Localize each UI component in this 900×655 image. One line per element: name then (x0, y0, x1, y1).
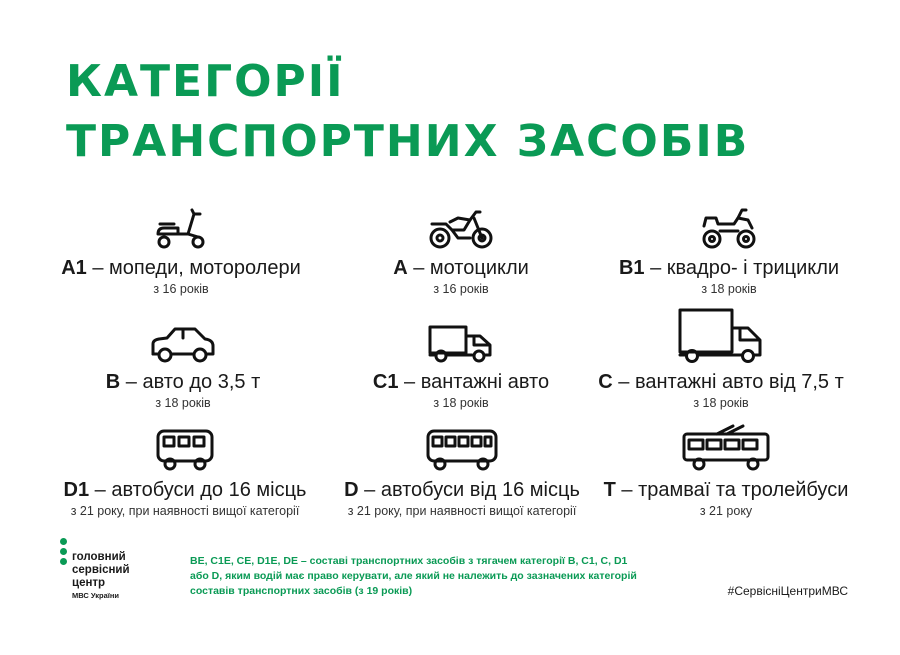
category-t (576, 420, 876, 519)
age-requirement: з 16 років (433, 282, 489, 296)
logo-line-2: сервісний (72, 564, 130, 576)
footnote-line-1: ВЕ, С1Е, СЕ, D1E, DE – составі транспортних засобів з тягачем категорії B, C1, C, D1 (190, 555, 628, 567)
age-requirement: з 21 року, при наявності вищої категорії (347, 504, 577, 518)
category-code: C (598, 371, 613, 393)
age-requirement: з 21 року (699, 504, 753, 518)
category-code: C1 (372, 371, 399, 393)
quad-bike-icon (579, 198, 879, 250)
large-truck-icon (571, 302, 871, 364)
category-description: – вантажні авто (398, 371, 550, 393)
age-requirement: з 18 років (155, 396, 211, 410)
category-description: – квадро- і трицикли (644, 257, 840, 279)
bus-icon (312, 420, 612, 472)
logo-line-1: головний (72, 551, 126, 563)
category-description: – автобуси від 16 місць (358, 479, 580, 501)
category-description: – трамваї та тролейбуси (615, 479, 849, 501)
title-line-2: ТРАНСПОРТНИХ ЗАСОБІВ (66, 116, 750, 167)
category-c (571, 302, 871, 411)
hashtag: #СервісніЦентриМВС (727, 584, 848, 598)
page-title (66, 52, 749, 172)
footnote (190, 554, 690, 599)
title-line-1: КАТЕГОРІЇ (66, 56, 345, 107)
age-requirement: з 21 року, при наявності вищої категорії (70, 504, 300, 518)
category-code: A (393, 257, 408, 279)
category-code: D (344, 479, 359, 501)
category-description: – автобуси до 16 місць (89, 479, 307, 501)
car-icon (33, 312, 333, 364)
scooter-icon (31, 198, 331, 250)
category-description: – вантажні авто від 7,5 т (612, 371, 844, 393)
minibus-icon (35, 420, 335, 472)
category-description: – мопеди, моторолери (86, 257, 301, 279)
trolleybus-icon (576, 420, 876, 472)
logo-line-3: центр (72, 577, 106, 589)
age-requirement: з 18 років (693, 396, 749, 410)
category-description: – мотоцикли (407, 257, 529, 279)
category-code: B1 (618, 257, 645, 279)
category-code: B (105, 371, 121, 393)
category-c1 (311, 312, 611, 411)
footnote-line-2: або D, яким водій має право керувати, але який не належить до зазначених категорій (190, 570, 637, 582)
age-requirement: з 16 років (153, 282, 209, 296)
category-b (33, 312, 333, 411)
category-a1 (31, 198, 331, 297)
motorcycle-icon (311, 198, 611, 250)
category-d (312, 420, 612, 519)
category-code: A1 (61, 257, 87, 279)
category-code: T (603, 479, 616, 501)
category-d1 (35, 420, 335, 519)
category-description: – авто до 3,5 т (120, 371, 261, 393)
small-truck-icon (311, 312, 611, 364)
category-a (311, 198, 611, 297)
logo-dots (60, 538, 68, 568)
category-code: D1 (63, 479, 90, 501)
age-requirement: з 18 років (433, 396, 489, 410)
footnote-line-3: составів транспортних засобів (з 19 років) (190, 585, 413, 597)
category-b1 (579, 198, 879, 297)
service-center-logo (60, 538, 180, 608)
age-requirement: з 18 років (701, 282, 757, 296)
logo-line-4: МВС України (72, 591, 120, 600)
